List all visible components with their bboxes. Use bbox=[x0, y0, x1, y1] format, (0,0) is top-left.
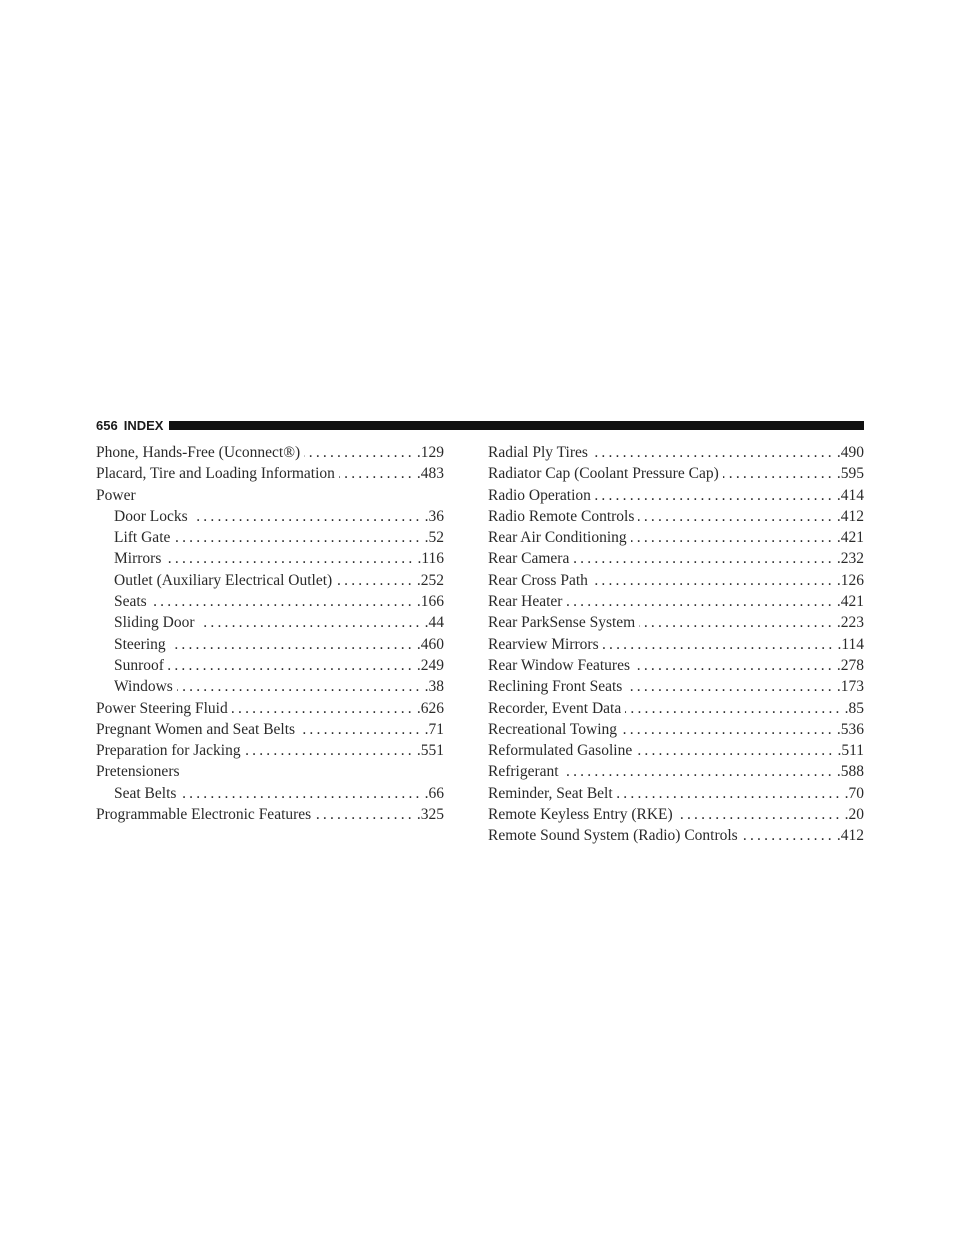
index-entry bbox=[488, 463, 864, 484]
dot-leader bbox=[639, 612, 835, 633]
index-page-ref: .71 bbox=[424, 720, 444, 738]
index-page-ref: .421 bbox=[836, 529, 864, 547]
index-entry bbox=[488, 655, 864, 676]
index-entry bbox=[488, 612, 864, 633]
index-entry bbox=[488, 634, 864, 655]
index-entry bbox=[96, 463, 444, 484]
index-page-ref: .414 bbox=[836, 486, 864, 504]
index-entry bbox=[488, 740, 864, 761]
index-entry bbox=[488, 506, 864, 527]
index-page-ref: .166 bbox=[416, 593, 444, 611]
dot-leader bbox=[634, 655, 835, 676]
index-page-ref: .551 bbox=[416, 742, 444, 760]
page-header bbox=[96, 415, 864, 435]
index-page-ref: .595 bbox=[836, 465, 864, 483]
index-entry bbox=[488, 676, 864, 697]
dot-leader bbox=[636, 740, 835, 761]
index-term: Remote Sound System (Radio) Controls bbox=[488, 827, 738, 845]
index-term: Windows bbox=[114, 678, 173, 696]
dot-leader bbox=[595, 485, 835, 506]
index-term: Radio Remote Controls bbox=[488, 507, 635, 525]
index-page-ref: .129 bbox=[416, 444, 444, 461]
index-page-ref: .20 bbox=[844, 806, 864, 824]
dot-leader bbox=[180, 783, 422, 804]
dot-leader bbox=[742, 825, 835, 846]
index-term: Recorder, Event Data bbox=[488, 699, 622, 717]
index-term: Reclining Front Seats bbox=[488, 678, 623, 696]
dot-leader bbox=[573, 548, 835, 569]
dot-leader bbox=[192, 506, 423, 527]
dot-leader bbox=[625, 698, 842, 719]
index-page-ref: .232 bbox=[836, 550, 864, 568]
index-entry bbox=[488, 442, 864, 463]
dot-leader bbox=[232, 698, 415, 719]
index-page-ref: .588 bbox=[836, 763, 864, 781]
dot-leader bbox=[151, 591, 415, 612]
index-term: Mirrors bbox=[114, 550, 162, 568]
index-page-ref: .249 bbox=[416, 656, 444, 674]
index-page-ref: .70 bbox=[844, 784, 864, 802]
dot-leader bbox=[592, 570, 835, 591]
dot-leader bbox=[339, 463, 415, 484]
index-subentry bbox=[96, 655, 444, 676]
dot-leader bbox=[566, 591, 834, 612]
index-entry bbox=[96, 698, 444, 719]
dot-leader bbox=[626, 676, 835, 697]
index-term: Outlet (Auxiliary Electrical Outlet) bbox=[114, 571, 333, 589]
index-page-ref: .52 bbox=[424, 529, 444, 547]
index-term: Rear Camera bbox=[488, 550, 570, 568]
index-subentry bbox=[96, 570, 444, 591]
index-page-ref: .38 bbox=[424, 678, 444, 696]
index-page-ref: .126 bbox=[836, 571, 864, 589]
index-term: Radial Ply Tires bbox=[488, 444, 588, 461]
index-entry bbox=[488, 485, 864, 506]
index-term: Seat Belts bbox=[114, 784, 177, 802]
index-term: Power Steering Fluid bbox=[96, 699, 228, 717]
index-subentry bbox=[96, 548, 444, 569]
index-term: Remote Keyless Entry (RKE) bbox=[488, 806, 673, 824]
index-term: Placard, Tire and Loading Information bbox=[96, 465, 335, 483]
index-entry bbox=[488, 548, 864, 569]
index-column-left bbox=[96, 442, 444, 825]
index-term: Preparation for Jacking bbox=[96, 742, 241, 760]
header-rule bbox=[169, 421, 864, 430]
index-page-ref: .412 bbox=[836, 827, 864, 845]
index-heading bbox=[96, 485, 444, 506]
index-term: Seats bbox=[114, 593, 147, 611]
index-term: Rear ParkSense System bbox=[488, 614, 636, 632]
dot-leader bbox=[165, 548, 415, 569]
index-page-ref: .278 bbox=[836, 656, 864, 674]
index-entry bbox=[488, 783, 864, 804]
index-page-ref: .325 bbox=[416, 806, 444, 824]
index-term: Rear Window Features bbox=[488, 656, 630, 674]
dot-leader bbox=[315, 804, 415, 825]
index-term: Rear Air Conditioning bbox=[488, 529, 627, 547]
index-page-ref: .626 bbox=[416, 699, 444, 717]
index-term: Rear Heater bbox=[488, 593, 563, 611]
dot-leader bbox=[199, 612, 423, 633]
index-term: Door Locks bbox=[114, 507, 188, 525]
index-term: Lift Gate bbox=[114, 529, 171, 547]
dot-leader bbox=[299, 719, 423, 740]
index-term: Rear Cross Path bbox=[488, 571, 588, 589]
index-entry bbox=[96, 740, 444, 761]
index-term: Pretensioners bbox=[96, 763, 180, 781]
index-entry bbox=[96, 719, 444, 740]
dot-leader bbox=[638, 506, 834, 527]
index-term: Pregnant Women and Seat Belts bbox=[96, 720, 296, 738]
index-page-ref: .412 bbox=[836, 507, 864, 525]
index-page-ref: .460 bbox=[416, 635, 444, 653]
dot-leader bbox=[304, 442, 415, 463]
index-term: Sunroof bbox=[114, 656, 164, 674]
dot-leader bbox=[592, 442, 835, 463]
index-entry bbox=[488, 761, 864, 782]
index-page-ref: .421 bbox=[836, 593, 864, 611]
index-entry bbox=[488, 719, 864, 740]
index-page-ref: .490 bbox=[836, 444, 864, 461]
index-term: Recreational Towing bbox=[488, 720, 618, 738]
index-page-ref: .114 bbox=[837, 635, 864, 653]
dot-leader bbox=[631, 527, 835, 548]
index-term: Steering bbox=[114, 635, 166, 653]
index-subentry bbox=[96, 783, 444, 804]
dot-leader bbox=[621, 719, 835, 740]
index-term: Refrigerant bbox=[488, 763, 559, 781]
dot-leader bbox=[170, 634, 415, 655]
index-entry bbox=[96, 442, 444, 463]
index-term: Power bbox=[96, 486, 136, 504]
index-subentry bbox=[96, 591, 444, 612]
index-subentry bbox=[96, 634, 444, 655]
index-term: Rearview Mirrors bbox=[488, 635, 599, 653]
index-subentry bbox=[96, 527, 444, 548]
dot-leader bbox=[168, 655, 415, 676]
dot-leader bbox=[603, 634, 836, 655]
dot-leader bbox=[336, 570, 415, 591]
index-page-ref: .483 bbox=[416, 465, 444, 483]
dot-leader bbox=[563, 761, 835, 782]
index-term: Phone, Hands-Free (Uconnect®) bbox=[96, 444, 301, 461]
index-page-ref: .511 bbox=[837, 742, 864, 760]
index-subentry bbox=[96, 612, 444, 633]
index-term: Sliding Door bbox=[114, 614, 195, 632]
section-title: INDEX bbox=[123, 417, 164, 433]
index-page-ref: .173 bbox=[836, 678, 864, 696]
page-number: 656 bbox=[96, 417, 118, 433]
index-entry bbox=[488, 804, 864, 825]
index-page-ref: .66 bbox=[424, 784, 444, 802]
index-term: Reminder, Seat Belt bbox=[488, 784, 613, 802]
index-entry bbox=[96, 804, 444, 825]
dot-leader bbox=[174, 527, 422, 548]
index-term: Radiator Cap (Coolant Pressure Cap) bbox=[488, 465, 719, 483]
dot-leader bbox=[177, 676, 423, 697]
index-page-ref: .536 bbox=[836, 720, 864, 738]
dot-leader bbox=[245, 740, 415, 761]
index-entry bbox=[488, 527, 864, 548]
index-column-right bbox=[488, 442, 864, 847]
index-page-ref: .252 bbox=[416, 571, 444, 589]
index-term: Radio Operation bbox=[488, 486, 591, 504]
index-entry bbox=[488, 591, 864, 612]
index-subentry bbox=[96, 506, 444, 527]
index-entry bbox=[488, 570, 864, 591]
index-heading bbox=[96, 761, 444, 782]
dot-leader bbox=[723, 463, 835, 484]
index-page-ref: .36 bbox=[424, 507, 444, 525]
index-page-ref: .223 bbox=[836, 614, 864, 632]
index-page-ref: .116 bbox=[417, 550, 444, 568]
dot-leader bbox=[617, 783, 843, 804]
index-entry bbox=[488, 825, 864, 846]
index-page-ref: .85 bbox=[844, 699, 864, 717]
index-entry bbox=[488, 698, 864, 719]
index-term: Programmable Electronic Features bbox=[96, 806, 312, 824]
dot-leader bbox=[677, 804, 843, 825]
index-subentry bbox=[96, 676, 444, 697]
index-page-ref: .44 bbox=[424, 614, 444, 632]
index-term: Reformulated Gasoline bbox=[488, 742, 633, 760]
